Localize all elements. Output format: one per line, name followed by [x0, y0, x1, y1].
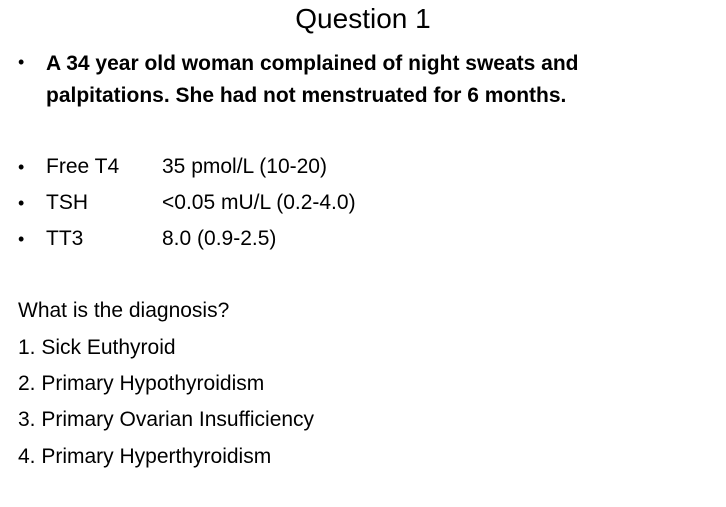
bullet-glyph: •	[18, 229, 25, 249]
lab-name: TT3	[46, 227, 84, 250]
slide-title: Question 1	[295, 3, 431, 34]
answer-option-4: 4. Primary Hyperthyroidism	[18, 445, 272, 468]
case-description: A 34 year old woman complained of night sweats and palpitations. She had not menstruated for 6 months.	[46, 52, 579, 107]
answer-option-2: 2. Primary Hypothyroidism	[18, 372, 265, 395]
lab-row-tsh	[18, 189, 356, 217]
lab-value: 8.0 (0.9-2.5)	[162, 227, 277, 250]
bullet-glyph: •	[18, 157, 25, 177]
bullet-glyph: •	[18, 52, 25, 72]
lab-name: TSH	[46, 191, 88, 214]
question-prompt: What is the diagnosis?	[18, 299, 230, 322]
lab-value: 35 pmol/L (10-20)	[162, 155, 327, 178]
lab-row-free-t4	[18, 153, 327, 181]
lab-name: Free T4	[46, 155, 120, 178]
lab-row-tt3	[18, 225, 276, 253]
lab-value: <0.05 mU/L (0.2-4.0)	[162, 191, 356, 214]
answer-option-3: 3. Primary Ovarian Insufficiency	[18, 408, 315, 431]
bullet-glyph: •	[18, 193, 25, 213]
answer-option-1: 1. Sick Euthyroid	[18, 336, 176, 359]
intro-bullet	[18, 48, 646, 112]
